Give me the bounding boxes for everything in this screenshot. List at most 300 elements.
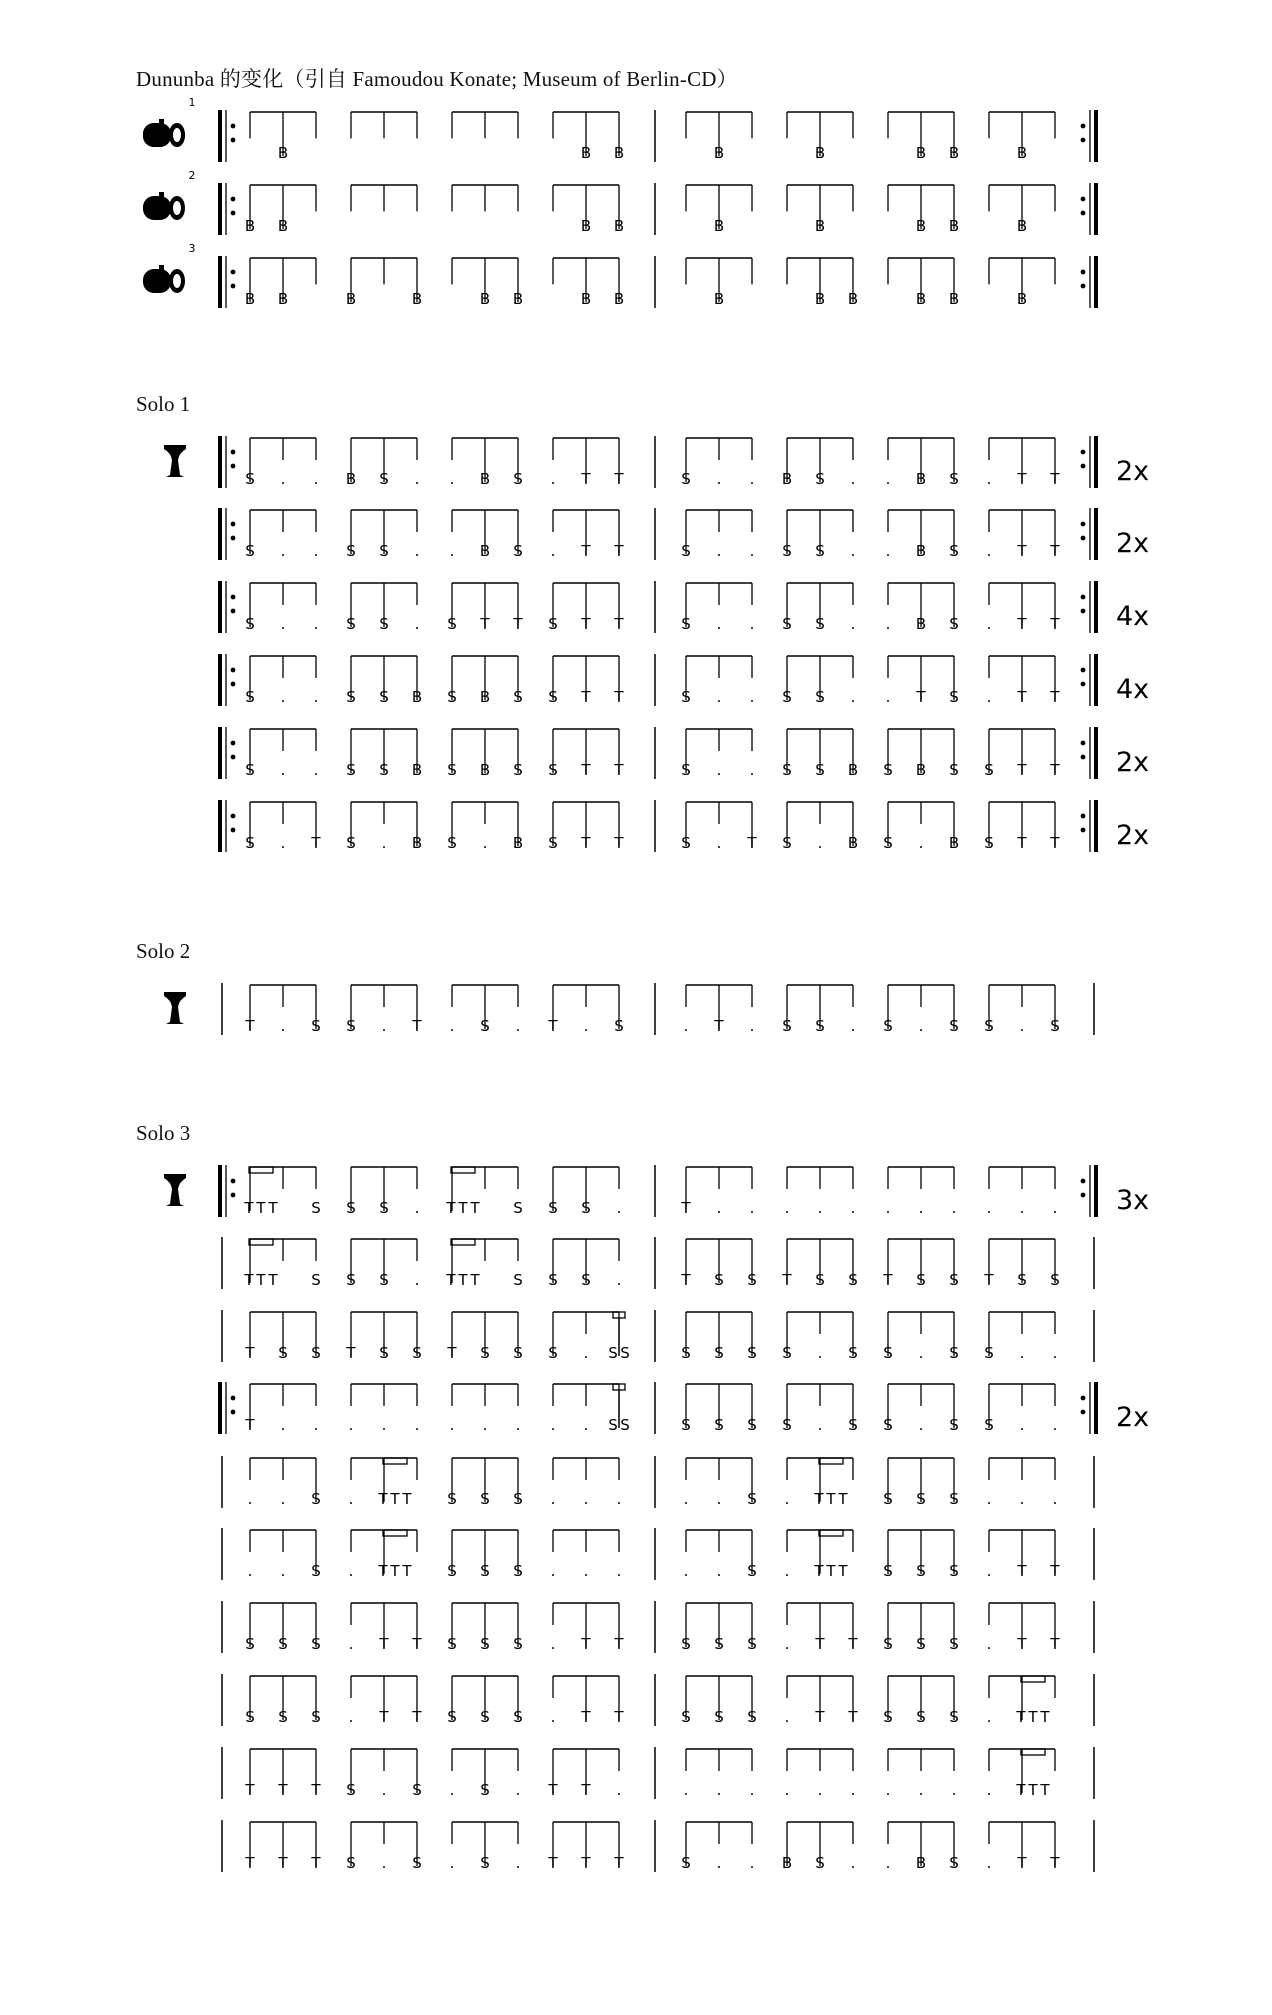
section-3-row-2-beat-5-note: S	[848, 1344, 858, 1362]
section-3-row-9-beat-2-note: .	[449, 1854, 455, 1872]
section-3-row-6-beat-3-note: T	[614, 1635, 624, 1653]
section-1-row-2-beat-1-note: S	[346, 615, 356, 633]
section-1-row-2-beat-5-note: .	[850, 615, 856, 633]
section-1-row-3-beat-2-note: S	[513, 688, 523, 706]
section-1-row-3-start-barline-thick	[218, 654, 222, 706]
section-3-row-8-beat-1-note: S	[346, 1781, 356, 1799]
section-3-row-3-end-barline-dot	[1081, 1396, 1086, 1401]
section-0-row-2-beat-3-note: B	[580, 290, 592, 308]
section-1-row-3-beat-7-note: T	[1017, 688, 1027, 706]
section-3-row-2-beat-3-note: .	[583, 1344, 589, 1362]
section-1-row-5-beat-2-note: B	[512, 834, 524, 852]
section-1-row-0-beat-6-note: S	[949, 470, 959, 488]
section-3-row-2-beat-7-note: S	[984, 1344, 994, 1362]
section-0-row-2-end-barline-thick	[1094, 256, 1098, 308]
section-3-row-1-beat-2-note: T	[446, 1271, 456, 1289]
section-1-row-1-beat-2-note: B	[479, 542, 491, 560]
section-1-row-2-beat-4-note: .	[749, 615, 755, 633]
section-3-row-2-beat-3-note: S	[548, 1344, 558, 1362]
section-1-row-5-beat-3-note: T	[581, 834, 591, 852]
section-1-row-3-beat-6-note: T	[916, 688, 926, 706]
section-3-row-9-beat-6-note: .	[885, 1854, 891, 1872]
section-1-row-0-beat-5-note: S	[815, 470, 825, 488]
section-3-row-0-beat-6-note: .	[951, 1199, 957, 1217]
section-0-row-0-end-barline-dot	[1081, 124, 1086, 129]
section-1-row-3-beat-0-note: S	[245, 688, 255, 706]
section-3-row-2-beat-6-note: S	[949, 1344, 959, 1362]
section-3-row-5-beat-1-note: T	[378, 1562, 388, 1580]
section-1-row-1-beat-3-note: .	[550, 542, 556, 560]
section-3-row-8-beat-5-note: .	[784, 1781, 790, 1799]
section-0-row-1-beat-0-note: B	[244, 217, 256, 235]
section-1-row-0-end-barline-dot	[1081, 450, 1086, 455]
section-1-row-1-beat-1-note: S	[379, 542, 389, 560]
section-3-row-8-beat-2-note: .	[515, 1781, 521, 1799]
section-3-row-4-beat-4-note: .	[716, 1490, 722, 1508]
section-1-row-2-end-barline-dot	[1081, 609, 1086, 614]
section-0-row-2-beat-4-note: B	[713, 290, 725, 308]
section-1-row-3-beat-3-note: T	[614, 688, 624, 706]
section-3-row-9-beat-1-note: S	[346, 1854, 356, 1872]
section-3-row-2-beat-3-note: S	[620, 1344, 630, 1362]
section-1-row-5-beat-3-note: T	[614, 834, 624, 852]
section-3-row-0-beat-3-note: S	[581, 1199, 591, 1217]
section-3-row-0-start-barline-dot	[231, 1179, 236, 1184]
section-3-row-9-beat-6-note: S	[949, 1854, 959, 1872]
section-1-row-5-beat-2-note: .	[482, 834, 488, 852]
section-0-row-2-beat-5-note: B	[814, 290, 826, 308]
section-3-row-0-beat-0-flag	[249, 1167, 273, 1173]
section-1-row-4-beat-1-note: S	[379, 761, 389, 779]
section-1-row-0-beat-4-note: .	[749, 470, 755, 488]
section-3-row-3-beat-2-note: .	[515, 1416, 521, 1434]
section-3-row-0-beat-1-note: S	[379, 1199, 389, 1217]
section-3-row-3-beat-1-note: .	[348, 1416, 354, 1434]
section-1-row-4-beat-2-note: S	[513, 761, 523, 779]
section-3-row-8-beat-0-note: T	[245, 1781, 255, 1799]
section-3-row-9-beat-4-note: S	[681, 1854, 691, 1872]
section-0-row-0-beat-7-note: B	[1016, 144, 1028, 162]
section-2-row-0-beat-0-note: T	[245, 1017, 255, 1035]
section-1-row-2-beat-0-note: .	[280, 615, 286, 633]
section-1-row-5-beat-4-note: S	[681, 834, 691, 852]
section-1-row-2-beat-2-note: T	[513, 615, 523, 633]
section-3-row-1-beat-5-note: S	[815, 1271, 825, 1289]
section-0-row-2-beat-0-note: B	[244, 290, 256, 308]
section-3-row-9-beat-2-note: S	[480, 1854, 490, 1872]
section-3-row-8-beat-7-note: T	[1040, 1781, 1050, 1799]
section-1-row-0-beat-2-note: B	[479, 470, 491, 488]
page-title: Dununba 的变化（引自 Famoudou Konate; Museum of Berlin-CD）	[136, 67, 738, 91]
section-3-row-4-beat-4-note: .	[683, 1490, 689, 1508]
section-1-row-2-beat-5-note: S	[782, 615, 792, 633]
section-3-row-0-beat-2-note: T	[458, 1199, 468, 1217]
section-3-row-2-beat-0-note: S	[278, 1344, 288, 1362]
section-3-row-2-beat-6-note: .	[918, 1344, 924, 1362]
section-3-row-5-beat-2-note: S	[513, 1562, 523, 1580]
section-2-row-0-beat-4-note: T	[714, 1017, 724, 1035]
section-3-row-3-start-barline-dot	[231, 1396, 236, 1401]
section-1-row-4-beat-4-note: .	[716, 761, 722, 779]
section-3-row-5-beat-2-note: S	[480, 1562, 490, 1580]
section-1-row-1-beat-5-note: S	[782, 542, 792, 560]
section-1-row-0-beat-0-note: S	[245, 470, 255, 488]
section-3-row-8-beat-0-note: T	[278, 1781, 288, 1799]
section-1-row-4-start-barline-thick	[218, 727, 222, 779]
section-3-row-4-beat-5-note: T	[814, 1490, 824, 1508]
section-0-row-2-beat-3-note: B	[613, 290, 625, 308]
section-3-row-5-beat-5-note: T	[826, 1562, 836, 1580]
section-0-row-0-start-barline-dot	[231, 138, 236, 143]
section-1-row-3-start-barline-dot	[231, 682, 236, 687]
dununba-icon	[143, 119, 185, 147]
section-3-row-0-end-barline-thick	[1094, 1165, 1098, 1217]
section-3-row-6-beat-5-note: T	[815, 1635, 825, 1653]
section-3-row-4-beat-5-note: T	[838, 1490, 848, 1508]
section-3-row-2-beat-7-note: .	[1052, 1344, 1058, 1362]
section-3-row-3-beat-0-note: .	[280, 1416, 286, 1434]
section-3-row-0-beat-6-note: .	[885, 1199, 891, 1217]
section-1-row-5-beat-0-note: S	[245, 834, 255, 852]
section-3-row-4-beat-3-note: .	[583, 1490, 589, 1508]
section-0-row-2-start-barline-thick	[218, 256, 222, 308]
section-1-row-5-beat-5-note: S	[782, 834, 792, 852]
section-3-row-9-beat-1-note: .	[381, 1854, 387, 1872]
section-1-row-3-beat-7-note: .	[986, 688, 992, 706]
section-1-row-2-beat-6-note: S	[949, 615, 959, 633]
section-1-row-5-beat-2-note: S	[447, 834, 457, 852]
section-3-row-8-beat-1-note: .	[381, 1781, 387, 1799]
section-0-row-0-beat-4-note: B	[713, 144, 725, 162]
section-3-row-3-beat-3-note: S	[608, 1416, 618, 1434]
section-3-row-2-beat-7-note: .	[1019, 1344, 1025, 1362]
section-3-row-2-beat-4-note: S	[714, 1344, 724, 1362]
section-3-row-8-beat-3-note: T	[548, 1781, 558, 1799]
section-3-row-3-beat-1-note: .	[381, 1416, 387, 1434]
section-1-row-0-beat-0-note: .	[280, 470, 286, 488]
section-3-row-3-beat-4-note: S	[714, 1416, 724, 1434]
section-3-row-6-beat-1-note: T	[412, 1635, 422, 1653]
section-3-row-9-beat-7-note: .	[986, 1854, 992, 1872]
section-3-row-4-beat-4-note: S	[747, 1490, 757, 1508]
section-1-row-3-beat-5-note: .	[850, 688, 856, 706]
section-1-row-4-beat-5-note: S	[782, 761, 792, 779]
section-1-row-4-beat-6-note: B	[915, 761, 927, 779]
section-3-row-8-beat-0-note: T	[311, 1781, 321, 1799]
section-3-row-2-beat-2-note: S	[480, 1344, 490, 1362]
section-0-row-2-beat-6-note: B	[948, 290, 960, 308]
djembe-icon	[164, 992, 186, 1024]
section-3-row-7-beat-2-note: S	[447, 1708, 457, 1726]
rhythm-number: 3	[188, 242, 196, 255]
section-3-row-7-beat-6-note: S	[916, 1708, 926, 1726]
section-3-row-7-beat-1-note: .	[348, 1708, 354, 1726]
section-3-row-6-beat-0-note: S	[311, 1635, 321, 1653]
section-1-row-4-end-barline-thick	[1094, 727, 1098, 779]
section-3-row-2-beat-1-note: T	[346, 1344, 356, 1362]
section-3-row-8-beat-7-note: T	[1028, 1781, 1038, 1799]
section-3-row-7-beat-3-note: .	[550, 1708, 556, 1726]
section-1-row-0-start-barline-thick	[218, 436, 222, 488]
section-3-row-9-beat-0-note: T	[245, 1854, 255, 1872]
section-3-row-2-beat-0-note: T	[245, 1344, 255, 1362]
section-3-row-2-beat-4-note: S	[747, 1344, 757, 1362]
section-1-row-4-beat-7-note: S	[984, 761, 994, 779]
section-3-row-7-beat-4-note: S	[714, 1708, 724, 1726]
section-3-row-8-beat-6-note: .	[918, 1781, 924, 1799]
section-3-row-6-beat-0-note: S	[245, 1635, 255, 1653]
section-3-row-0-start-barline-dot	[231, 1193, 236, 1198]
section-1-row-4-beat-5-note: S	[815, 761, 825, 779]
section-1-row-3-end-barline-dot	[1081, 682, 1086, 687]
section-1-row-1-beat-4-note: .	[716, 542, 722, 560]
section-1-row-3-beat-1-note: S	[346, 688, 356, 706]
section-3-row-3-start-barline-dot	[231, 1410, 236, 1415]
section-3-row-6-beat-4-note: S	[714, 1635, 724, 1653]
section-label-solo-2: Solo 2	[136, 939, 191, 963]
section-1-row-1-beat-1-note: .	[414, 542, 420, 560]
dununba-icon	[143, 265, 185, 293]
section-1-row-2-beat-7-note: T	[1050, 615, 1060, 633]
section-3-row-9-beat-5-note: .	[850, 1854, 856, 1872]
section-1-row-1-beat-0-note: .	[280, 542, 286, 560]
section-1-row-3-beat-6-note: .	[885, 688, 891, 706]
section-3-row-5-beat-1-note: T	[390, 1562, 400, 1580]
section-3-row-1-beat-4-note: T	[681, 1271, 691, 1289]
section-3-row-3-beat-6-note: .	[918, 1416, 924, 1434]
section-1-row-1-beat-4-note: S	[681, 542, 691, 560]
section-3-row-6-beat-6-note: S	[883, 1635, 893, 1653]
section-2-row-0-beat-2-note: .	[515, 1017, 521, 1035]
section-1-row-0-beat-2-note: .	[449, 470, 455, 488]
section-1-row-5-beat-5-note: .	[817, 834, 823, 852]
section-1-row-5-start-barline-thick	[218, 800, 222, 852]
section-1-row-2-start-barline-dot	[231, 595, 236, 600]
section-3-row-0-beat-4-note: .	[749, 1199, 755, 1217]
section-1-row-2-beat-5-note: S	[815, 615, 825, 633]
section-3-row-1-beat-3-note: S	[548, 1271, 558, 1289]
section-3-row-4-beat-7-note: .	[1019, 1490, 1025, 1508]
section-1-row-5-beat-1-note: B	[411, 834, 423, 852]
section-1-row-4-beat-3-note: T	[581, 761, 591, 779]
section-1-row-4-beat-0-note: .	[280, 761, 286, 779]
section-3-row-4-beat-2-note: S	[447, 1490, 457, 1508]
section-3-row-0-beat-4-note: T	[681, 1199, 691, 1217]
section-3-row-6-beat-3-note: .	[550, 1635, 556, 1653]
section-3-row-2-beat-4-note: S	[681, 1344, 691, 1362]
repeat-count: 2x	[1116, 1402, 1150, 1433]
section-1-row-5-beat-4-note: .	[716, 834, 722, 852]
section-3-row-0-beat-5-note: .	[817, 1199, 823, 1217]
section-3-row-3-beat-3-note: S	[620, 1416, 630, 1434]
section-2-row-0-beat-6-note: S	[949, 1017, 959, 1035]
section-3-row-1-beat-4-note: S	[747, 1271, 757, 1289]
section-3-row-1-beat-5-note: S	[848, 1271, 858, 1289]
section-1-row-5-beat-7-note: T	[1017, 834, 1027, 852]
section-1-row-0-beat-7-note: T	[1017, 470, 1027, 488]
section-3-row-0-beat-0-note: T	[256, 1199, 266, 1217]
section-1-row-2-beat-3-note: S	[548, 615, 558, 633]
section-2-row-0-beat-5-note: S	[815, 1017, 825, 1035]
section-0-row-2-beat-6-note: B	[915, 290, 927, 308]
section-1-row-0-beat-6-note: B	[915, 470, 927, 488]
section-3-row-6-beat-7-note: .	[986, 1635, 992, 1653]
section-3-row-8-beat-3-note: .	[616, 1781, 622, 1799]
section-3-row-1-beat-7-note: S	[1050, 1271, 1060, 1289]
section-1-row-3-beat-3-note: T	[581, 688, 591, 706]
section-3-row-6-beat-7-note: T	[1050, 1635, 1060, 1653]
section-3-row-0-start-barline-thick	[218, 1165, 222, 1217]
section-3-row-9-beat-2-note: .	[515, 1854, 521, 1872]
section-3-row-4-beat-1-note: .	[348, 1490, 354, 1508]
section-1-row-3-end-barline-dot	[1081, 668, 1086, 673]
section-3-row-1-beat-5-note: T	[782, 1271, 792, 1289]
section-2-row-0-beat-2-note: S	[480, 1017, 490, 1035]
section-3-row-0-beat-2-flag	[451, 1167, 475, 1173]
section-1-row-3-beat-0-note: .	[280, 688, 286, 706]
section-3-row-9-beat-4-note: .	[716, 1854, 722, 1872]
section-3-row-5-beat-1-flag	[383, 1530, 407, 1536]
section-1-row-4-beat-0-note: S	[245, 761, 255, 779]
section-1-row-2-beat-3-note: T	[581, 615, 591, 633]
section-1-row-1-start-barline-thick	[218, 508, 222, 560]
section-3-row-6-beat-2-note: S	[447, 1635, 457, 1653]
section-1-row-0-beat-5-note: .	[850, 470, 856, 488]
section-1-row-0-beat-4-note: .	[716, 470, 722, 488]
section-1-row-1-end-barline-dot	[1081, 536, 1086, 541]
section-3-row-6-beat-6-note: S	[949, 1635, 959, 1653]
section-2-row-0-beat-1-note: .	[381, 1017, 387, 1035]
section-0-row-1-beat-3-note: B	[613, 217, 625, 235]
section-3-row-3-beat-0-note: .	[313, 1416, 319, 1434]
section-1-row-2-beat-6-note: B	[915, 615, 927, 633]
section-3-row-8-beat-7-flag	[1021, 1749, 1045, 1755]
section-1-row-2-end-barline-thick	[1094, 581, 1098, 633]
rhythm-number: 2	[188, 169, 196, 182]
section-3-row-6-beat-1-note: .	[348, 1635, 354, 1653]
section-3-row-3-beat-3-note: .	[550, 1416, 556, 1434]
section-2-row-0-beat-6-note: S	[883, 1017, 893, 1035]
section-1-row-3-end-barline-thick	[1094, 654, 1098, 706]
section-0-row-0-end-barline-dot	[1081, 138, 1086, 143]
section-1-row-2-beat-0-note: S	[245, 615, 255, 633]
section-0-row-0-start-barline-dot	[231, 124, 236, 129]
section-1-row-3-beat-4-note: .	[749, 688, 755, 706]
section-1-row-1-end-barline-dot	[1081, 522, 1086, 527]
section-0-row-0-beat-0-note: B	[277, 144, 289, 162]
section-3-row-3-start-barline-thick	[218, 1382, 222, 1434]
section-1-row-3-beat-5-note: S	[815, 688, 825, 706]
section-3-row-1-beat-6-note: S	[949, 1271, 959, 1289]
section-3-row-0-beat-1-note: S	[346, 1199, 356, 1217]
section-3-row-4-beat-2-note: S	[513, 1490, 523, 1508]
section-3-row-0-beat-4-note: .	[716, 1199, 722, 1217]
section-3-row-3-beat-2-note: .	[449, 1416, 455, 1434]
section-1-row-5-beat-1-note: .	[381, 834, 387, 852]
section-3-row-7-beat-2-note: S	[513, 1708, 523, 1726]
section-0-row-1-beat-6-note: B	[948, 217, 960, 235]
section-1-row-4-beat-6-note: S	[949, 761, 959, 779]
repeat-count: 2x	[1116, 456, 1150, 487]
section-3-row-9-beat-0-note: T	[311, 1854, 321, 1872]
section-3-row-8-beat-6-note: .	[885, 1781, 891, 1799]
section-3-row-7-beat-7-note: .	[986, 1708, 992, 1726]
section-3-row-4-beat-6-note: S	[916, 1490, 926, 1508]
section-3-row-6-beat-7-note: T	[1017, 1635, 1027, 1653]
section-1-row-2-beat-1-note: S	[379, 615, 389, 633]
section-3-row-7-beat-5-note: T	[815, 1708, 825, 1726]
section-3-row-9-beat-3-note: T	[548, 1854, 558, 1872]
section-3-row-5-beat-3-note: .	[550, 1562, 556, 1580]
section-label-solo-1: Solo 1	[136, 392, 191, 416]
section-3-row-5-beat-7-note: .	[986, 1562, 992, 1580]
section-1-row-4-beat-4-note: S	[681, 761, 691, 779]
section-1-row-1-beat-7-note: T	[1017, 542, 1027, 560]
section-3-row-1-beat-7-note: T	[984, 1271, 994, 1289]
section-1-row-0-beat-3-note: T	[581, 470, 591, 488]
section-1-row-3-beat-5-note: S	[782, 688, 792, 706]
section-3-row-2-beat-1-note: S	[412, 1344, 422, 1362]
section-1-row-5-beat-1-note: S	[346, 834, 356, 852]
section-2-row-0-beat-4-note: .	[683, 1017, 689, 1035]
section-1-row-4-beat-3-note: S	[548, 761, 558, 779]
section-1-row-1-beat-0-note: .	[313, 542, 319, 560]
section-3-row-5-beat-3-note: .	[616, 1562, 622, 1580]
section-1-row-5-end-barline-dot	[1081, 814, 1086, 819]
section-1-row-4-beat-5-note: B	[847, 761, 859, 779]
section-1-row-2-start-barline-thick	[218, 581, 222, 633]
section-1-row-3-beat-4-note: .	[716, 688, 722, 706]
section-3-row-4-beat-5-note: T	[826, 1490, 836, 1508]
section-3-row-6-beat-5-note: .	[784, 1635, 790, 1653]
section-3-row-6-beat-2-note: S	[480, 1635, 490, 1653]
section-3-row-5-beat-1-note: T	[402, 1562, 412, 1580]
section-1-row-4-end-barline-dot	[1081, 741, 1086, 746]
section-0-row-2-start-barline-dot	[231, 270, 236, 275]
section-1-row-3-beat-2-note: B	[479, 688, 491, 706]
section-1-row-0-end-barline-thick	[1094, 436, 1098, 488]
section-3-row-5-beat-5-flag	[819, 1530, 843, 1536]
section-3-row-4-beat-1-note: T	[378, 1490, 388, 1508]
section-1-row-2-beat-2-note: S	[447, 615, 457, 633]
section-2-row-0-beat-1-note: S	[346, 1017, 356, 1035]
section-2-row-0-beat-3-note: .	[583, 1017, 589, 1035]
rhythm-number: 1	[188, 96, 196, 109]
section-2-row-0-beat-7-note: S	[1050, 1017, 1060, 1035]
section-1-row-0-beat-2-note: S	[513, 470, 523, 488]
section-3-row-9-beat-7-note: T	[1017, 1854, 1027, 1872]
section-3-row-4-beat-3-note: .	[616, 1490, 622, 1508]
section-1-row-0-end-barline-dot	[1081, 464, 1086, 469]
section-1-row-0-beat-1-note: S	[379, 470, 389, 488]
section-3-row-5-beat-4-note: S	[747, 1562, 757, 1580]
section-1-row-1-beat-5-note: .	[850, 542, 856, 560]
section-3-row-4-beat-3-note: .	[550, 1490, 556, 1508]
section-3-row-1-beat-0-note: S	[311, 1271, 321, 1289]
section-3-row-5-beat-0-note: .	[247, 1562, 253, 1580]
section-3-row-8-beat-7-note: T	[1016, 1781, 1026, 1799]
section-3-row-5-beat-5-note: T	[838, 1562, 848, 1580]
section-3-row-5-beat-6-note: S	[916, 1562, 926, 1580]
section-3-row-0-beat-0-note: S	[311, 1199, 321, 1217]
section-3-row-0-end-barline-dot	[1081, 1193, 1086, 1198]
section-1-row-4-beat-4-note: .	[749, 761, 755, 779]
section-3-row-9-beat-4-note: .	[749, 1854, 755, 1872]
section-3-row-1-beat-1-note: S	[379, 1271, 389, 1289]
section-1-row-3-beat-0-note: .	[313, 688, 319, 706]
section-1-row-0-beat-1-note: B	[345, 470, 357, 488]
section-2-row-0-beat-7-note: S	[984, 1017, 994, 1035]
